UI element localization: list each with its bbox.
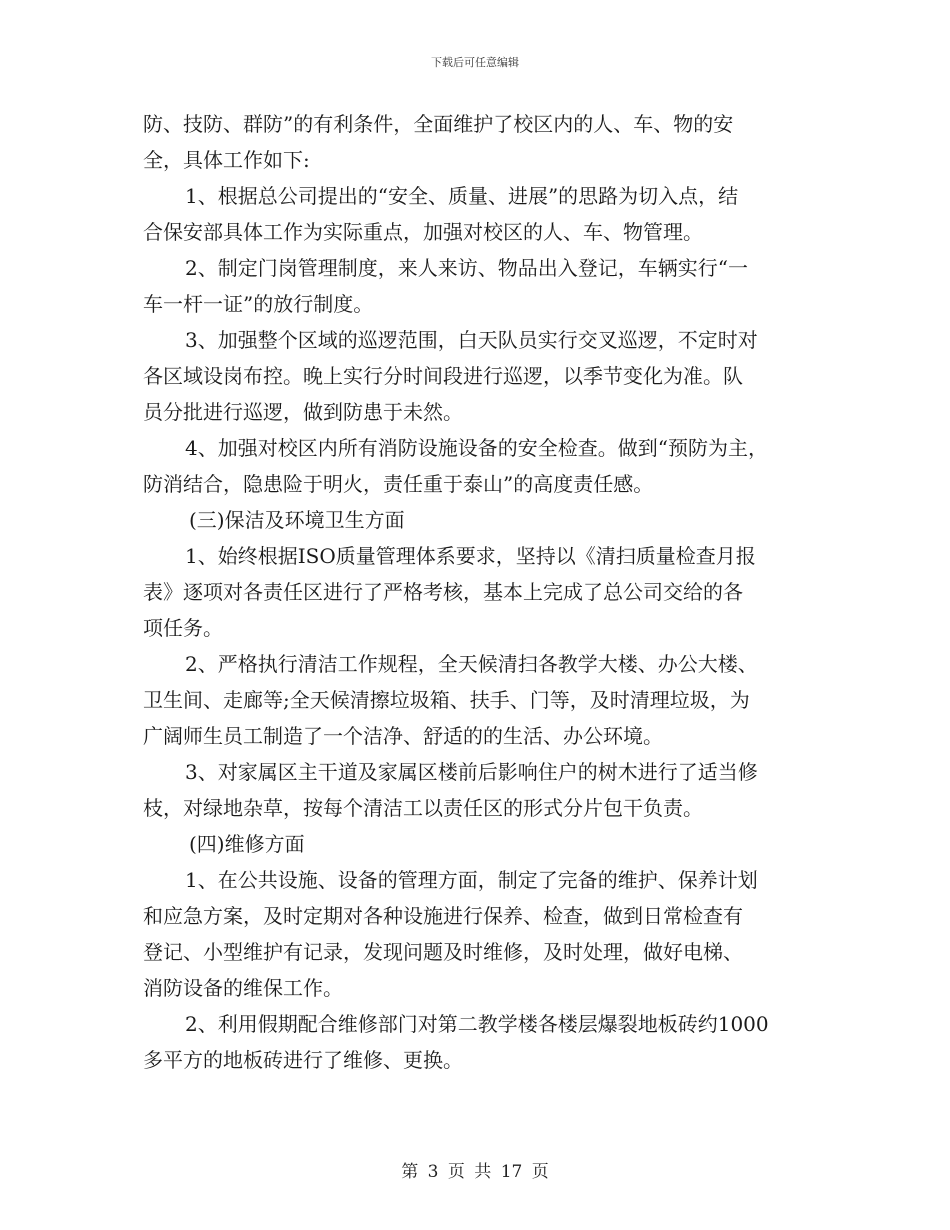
text-line: 1、在公共设施、设备的管理方面，制定了完备的维护、保养计划 <box>185 868 758 892</box>
page-header: 下载后可任意编辑 <box>431 56 519 69</box>
text-line: 登记、小型维护有记录，发现问题及时维修，及时处理，做好电梯、 <box>143 940 743 964</box>
text-line: 合保安部具体工作为实际重点，加强对校区的人、车、物管理。 <box>143 220 703 244</box>
text-line: 防消结合，隐患险于明火，责任重于泰山”的高度责任感。 <box>143 472 654 496</box>
text-line: 3、加强整个区域的巡逻范围，白天队员实行交叉巡逻，不定时对 <box>185 328 758 352</box>
page-footer: 第 3 页 共 17 页 <box>401 1162 549 1182</box>
document-body <box>143 106 813 1078</box>
text-line: 和应急方案，及时定期对各种设施进行保养、检查，做到日常检查有 <box>143 904 743 928</box>
text-line: 3、对家属区主干道及家属区楼前后影响住户的树木进行了适当修 <box>185 760 758 784</box>
section-heading: (四)维修方面 <box>189 832 305 856</box>
section-heading: (三)保洁及环境卫生方面 <box>189 508 405 532</box>
text-line: 各区域设岗布控。晚上实行分时间段进行巡逻，以季节变化为准。队 <box>143 364 743 388</box>
text-line: 卫生间、走廊等;全天候清擦垃圾箱、扶手、门等，及时清理垃圾，为 <box>143 688 750 712</box>
text-line: 2、制定门岗管理制度，来人来访、物品出入登记，车辆实行“一 <box>185 256 748 280</box>
text-line: 2、严格执行清洁工作规程，全天候清扫各教学大楼、办公大楼、 <box>185 652 758 676</box>
text-line: 车一杆一证”的放行制度。 <box>143 292 374 316</box>
text-line: 广阔师生员工制造了一个洁净、舒适的的生活、办公环境。 <box>143 724 663 748</box>
text-line: 2、利用假期配合维修部门对第二教学楼各楼层爆裂地板砖约1000 <box>185 1012 769 1036</box>
text-line: 项任务。 <box>143 616 223 640</box>
text-line: 1、始终根据ISO质量管理体系要求，坚持以《清扫质量检查月报 <box>185 544 756 568</box>
text-line: 消防设备的维保工作。 <box>143 976 343 1000</box>
text-line: 多平方的地板砖进行了维修、更换。 <box>143 1048 463 1072</box>
text-line: 防、技防、群防”的有利条件，全面维护了校区内的人、车、物的安 <box>143 112 734 136</box>
text-line: 1、根据总公司提出的“安全、质量、进展”的思路为切入点，结 <box>185 184 739 208</box>
text-line: 全，具体工作如下: <box>143 148 310 172</box>
text-line: 4、加强对校区内所有消防设施设备的安全检查。做到“预防为主， <box>185 436 768 460</box>
text-line: 枝，对绿地杂草，按每个清洁工以责任区的形式分片包干负责。 <box>143 796 703 820</box>
text-line: 员分批进行巡逻，做到防患于未然。 <box>143 400 463 424</box>
text-line: 表》逐项对各责任区进行了严格考核，基本上完成了总公司交给的各 <box>143 580 743 604</box>
